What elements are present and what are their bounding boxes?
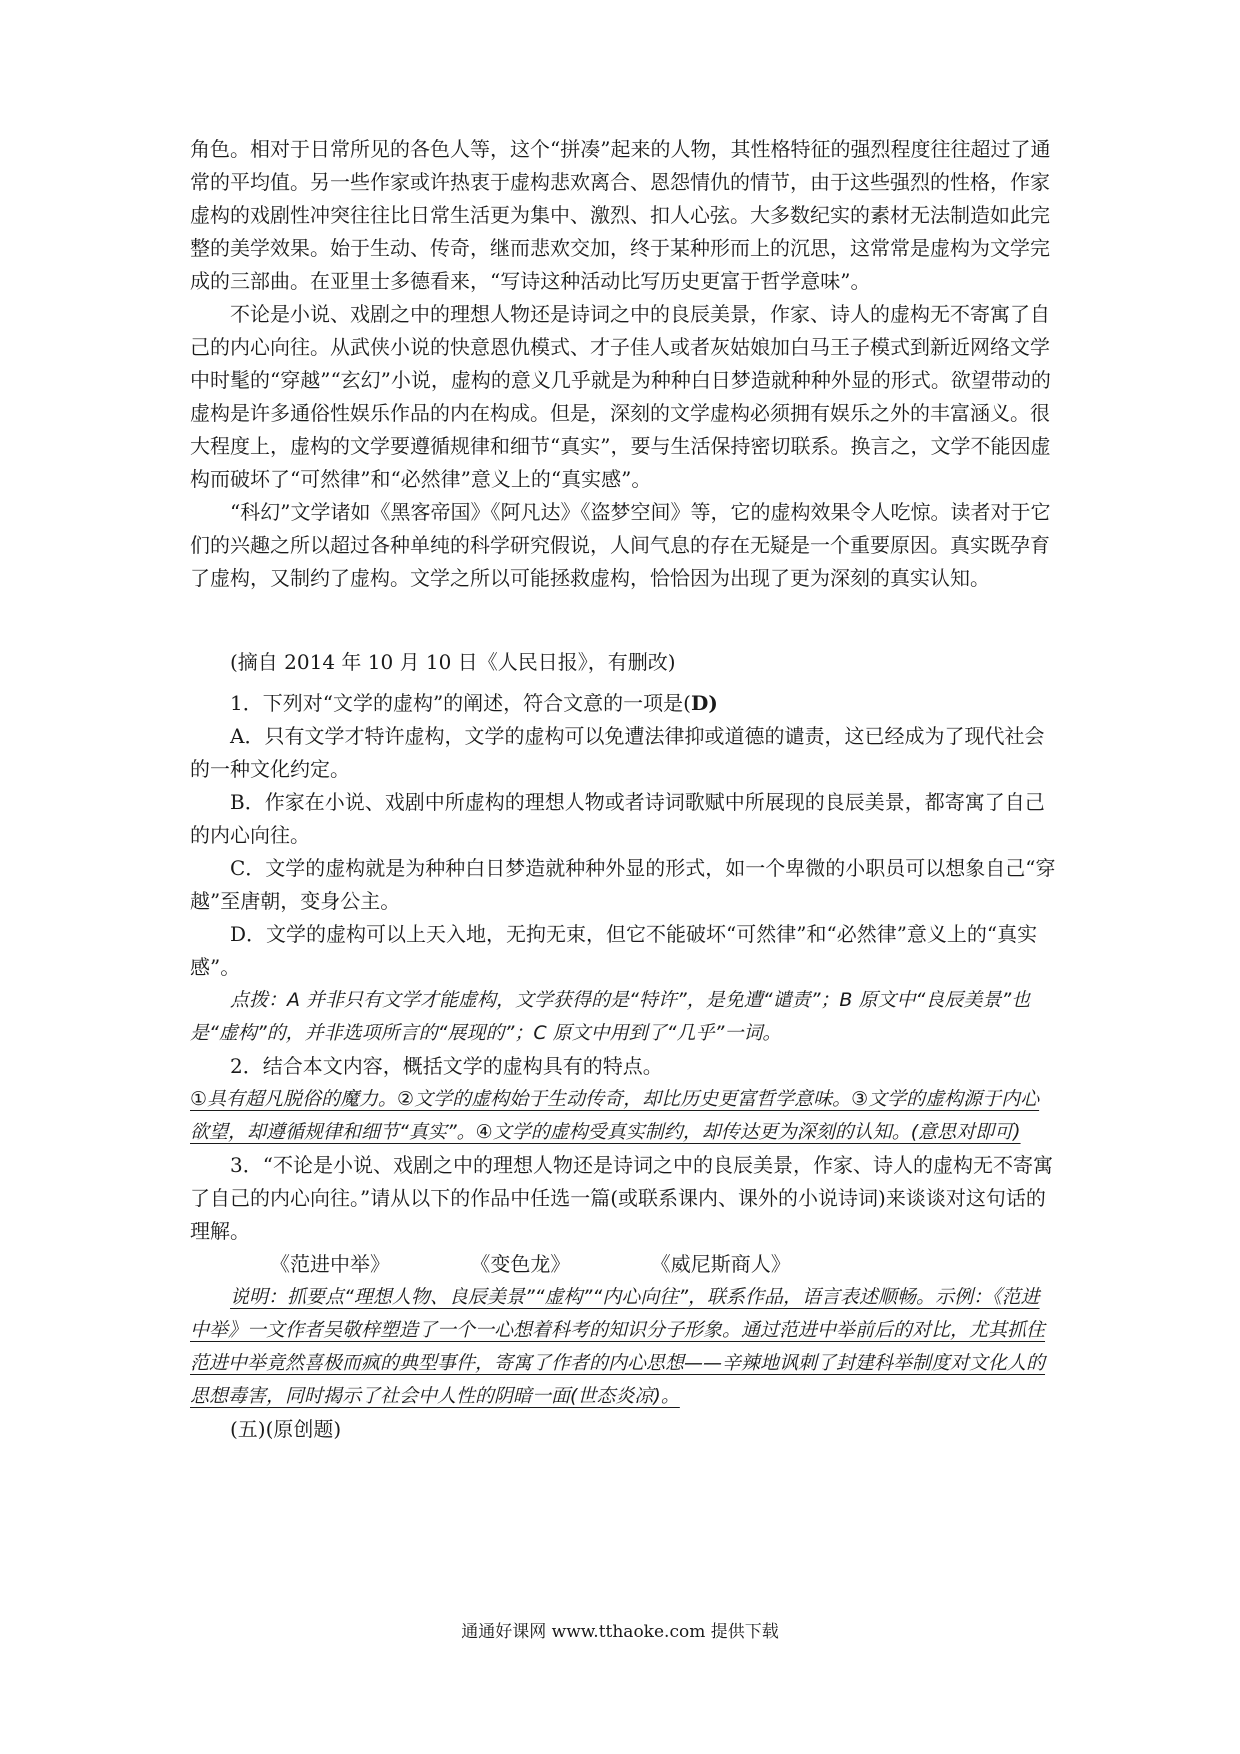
question-2-answer: ①具有超凡脱俗的魔力。②文学的虚构始于生动传奇，却比历史更富哲学意味。③文学的虚构源于内心欲望，却遵循规律和细节“真实”。④文学的虚构受真实制约，却传达更为深刻的认知。(意思对即可) xyxy=(190,1088,1040,1143)
passage-paragraph-1: 角色。相对于日常所见的各色人等，这个“拼凑”起来的人物，其性格特征的强烈程度往往超过了通常的平均值。另一些作家或许热衷于虚构悲欢离合、恩怨情仇的情节，由于这些强烈的性格，作家虚构的戏剧性冲突往往比日常生活更为集中、激烈、扣人心弦。大多数纪实的素材无法制造如此完整的美学效果。始于生动、传奇，继而悲欢交加，终于某种形而上的沉思，这常常是虚构为文学完成的三部曲。在亚里士多德看来，“写诗这种活动比写历史更富于哲学意味”。 xyxy=(190,137,1051,293)
work-title: 《范进中举》 xyxy=(270,1252,390,1276)
question-1-text: 1．下列对“文学的虚构”的阐述，符合文意的一项是( xyxy=(230,691,691,715)
question-3-answer xyxy=(190,1281,1058,1413)
question-3-answer-example: 示例：《范进中举》一文作者吴敬梓塑造了一个一心想着科考的知识分子形象。通过范进中举前后的对比，尤其抓住范进中举竟然喜极而疯的典型事件，寄寓了作者的内心思想——辛辣地讽刺了封建科举制度对文化人的思想毒害，同时揭示了社会中人性的阴暗一面(世态炎凉)。 xyxy=(190,1286,1046,1407)
question-1-option-a: A．只有文学才特许虚构，文学的虚构可以免遭法律抑或道德的谴责，这已经成为了现代社会的一种文化约定。 xyxy=(190,724,1045,781)
passage xyxy=(190,133,1058,595)
question-1-option-b: B．作家在小说、戏剧中所虚构的理想人物或者诗词歌赋中所展现的良辰美景，都寄寓了自己的内心向往。 xyxy=(190,790,1045,847)
questions xyxy=(190,640,1058,1446)
question-3-answer-note: 说明：抓要点“理想人物、良辰美景”“虚构”“内心向往”，联系作品，语言表述顺畅。 xyxy=(230,1286,936,1308)
source-citation: (摘自 2014 年 10 月 10 日《人民日报》，有删改) xyxy=(230,650,676,674)
question-2-stem: 2．结合本文内容，概括文学的虚构具有的特点。 xyxy=(230,1054,663,1078)
question-1-close: ) xyxy=(708,691,718,715)
question-3-works xyxy=(190,1248,1058,1281)
question-3-stem: 3．“不论是小说、戏剧之中的理想人物还是诗词之中的良辰美景，作家、诗人的虚构无不寄寓了自己的内心向往。”请从以下的作品中任选一篇(或联系课内、课外的小说诗词)来谈谈对这句话的理解。 xyxy=(190,1153,1053,1243)
work-title: 《威尼斯商人》 xyxy=(650,1252,791,1276)
question-1-note: 点拨：A 并非只有文学才能虚构，文学获得的是“特许”，是免遭“谴责”；B 原文中“良辰美景”也是“虚构”的，并非选项所言的“展现的”；C 原文中用到了“几乎”一词。 xyxy=(190,989,1031,1044)
question-1-option-c: C．文学的虚构就是为种种白日梦造就种种外显的形式，如一个卑微的小职员可以想象自己“穿越”至唐朝，变身公主。 xyxy=(190,856,1056,913)
passage-paragraph-2: 不论是小说、戏剧之中的理想人物还是诗词之中的良辰美景，作家、诗人的虚构无不寄寓了自己的内心向往。从武侠小说的快意恩仇模式、才子佳人或者灰姑娘加白马王子模式到新近网络文学中时髦的“穿越”“玄幻”小说，虚构的意义几乎就是为种种白日梦造就种种外显的形式。欲望带动的虚构是许多通俗性娱乐作品的内在构成。但是，深刻的文学虚构必须拥有娱乐之外的丰富涵义。很大程度上，虚构的文学要遵循规律和细节“真实”，要与生活保持密切联系。换言之，文学不能因虚构而破坏了“可然律”和“必然律”意义上的“真实感”。 xyxy=(190,302,1051,491)
section-heading: (五)(原创题) xyxy=(230,1417,342,1441)
question-1-answer: D xyxy=(690,691,709,715)
question-1-option-d: D．文学的虚构可以上天入地，无拘无束，但它不能破坏“可然律”和“必然律”意义上的“真实感”。 xyxy=(190,922,1038,979)
passage-paragraph-3: “科幻”文学诸如《黑客帝国》《阿凡达》《盗梦空间》等，它的虚构效果令人吃惊。读者对于它们的兴趣之所以超过各种单纯的科学研究假说，人间气息的存在无疑是一个重要原因。真实既孕育了虚构，又制约了虚构。文学之所以可能拯救虚构，恰恰因为出现了更为深刻的真实认知。 xyxy=(190,500,1051,590)
page-footer: 通通好课网 www.tthaoke.com 提供下载 xyxy=(461,1622,779,1642)
question-1-stem xyxy=(190,687,1058,720)
work-title: 《变色龙》 xyxy=(470,1252,571,1276)
